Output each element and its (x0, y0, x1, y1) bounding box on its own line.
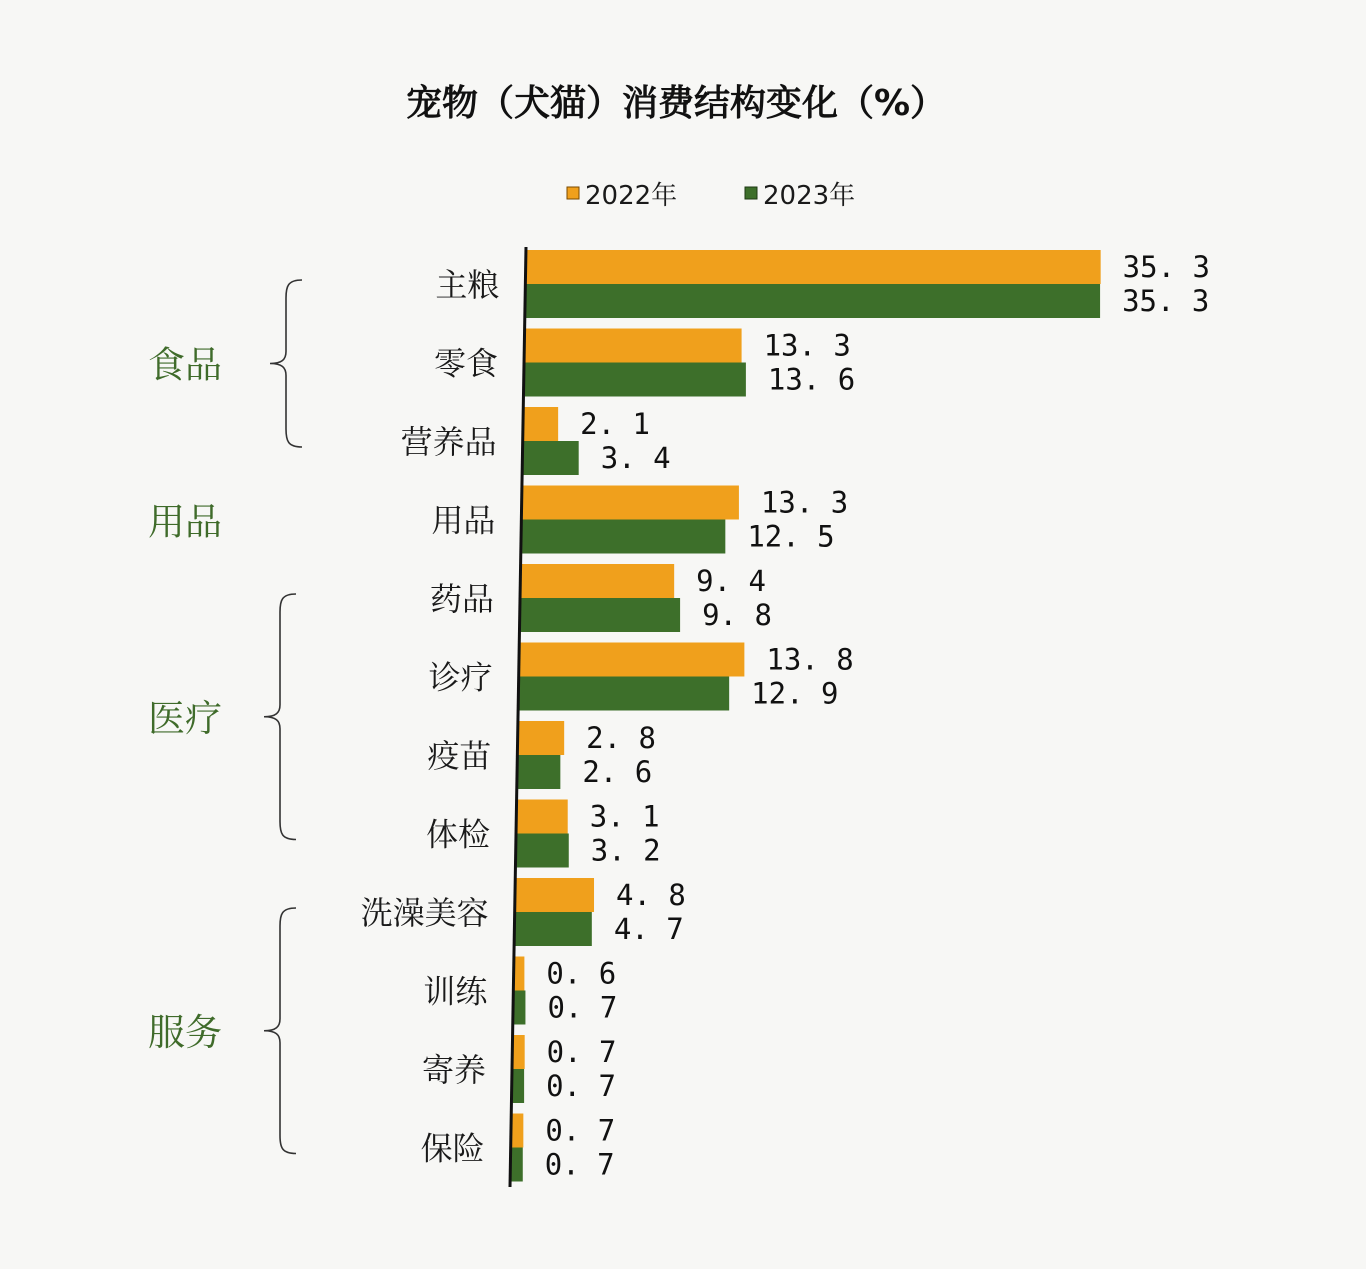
category-labels (361, 266, 500, 1168)
group-label-医疗: 医疗 (148, 696, 222, 740)
category-label-洗澡美容: 洗澡美容 (360, 894, 489, 932)
bar-2022-疫苗 (519, 721, 565, 755)
value-label-2023-保险: 0. 7 (544, 1147, 615, 1182)
chart-title: 宠物（犬猫）消费结构变化（%） (405, 83, 947, 124)
value-label-2022-诊疗: 13. 8 (766, 642, 854, 677)
bar-2022-用品 (523, 486, 739, 520)
bar-2022-保险 (512, 1114, 523, 1148)
group-annotations (148, 280, 302, 1154)
category-label-训练: 训练 (423, 972, 488, 1011)
value-label-2022-疫苗: 2. 8 (586, 721, 657, 755)
legend-label-2023: 2023年 (763, 181, 856, 211)
bar-2023-寄养 (513, 1069, 524, 1103)
group-label-服务: 服务 (148, 1010, 222, 1054)
value-label-2023-训练: 0. 7 (547, 990, 618, 1025)
value-label-2023-寄养: 0. 7 (546, 1069, 616, 1103)
value-label-2023-药品: 9. 8 (702, 598, 772, 632)
value-label-2023-诊疗: 12. 9 (751, 676, 839, 711)
value-label-2023-洗澡美容: 4. 7 (613, 912, 684, 946)
value-label-2023-零食: 13. 6 (767, 362, 856, 397)
category-label-诊疗: 诊疗 (428, 658, 493, 697)
group-label-食品: 食品 (148, 343, 222, 387)
category-label-用品: 用品 (431, 501, 496, 540)
category-label-药品: 药品 (430, 580, 495, 618)
legend-swatch-2022 (567, 187, 579, 199)
bar-2023-主粮 (526, 284, 1100, 318)
bar-2023-训练 (514, 991, 525, 1025)
value-label-2023-主粮: 35. 3 (1122, 284, 1210, 318)
category-label-零食: 零食 (434, 344, 499, 383)
legend (567, 181, 855, 211)
value-label-2022-保险: 0. 7 (545, 1113, 616, 1148)
bar-2022-诊疗 (520, 643, 744, 677)
bar-2023-体检 (517, 834, 569, 868)
bar-2023-用品 (522, 520, 725, 554)
value-label-2022-体检: 3. 1 (589, 799, 660, 834)
bar-2022-零食 (525, 329, 741, 363)
category-label-体检: 体检 (426, 815, 491, 854)
category-label-疫苗: 疫苗 (427, 737, 492, 775)
value-label-2022-洗澡美容: 4. 8 (616, 878, 686, 912)
bar-2023-诊疗 (519, 677, 729, 711)
category-label-保险: 保险 (420, 1129, 485, 1168)
bar-2022-洗澡美容 (516, 878, 594, 912)
value-label-2022-营养品: 2. 1 (580, 407, 650, 441)
bar-2022-寄养 (513, 1035, 524, 1069)
bar-2022-营养品 (524, 407, 558, 441)
bar-2023-洗澡美容 (515, 912, 591, 946)
group-brace-服务 (264, 908, 296, 1154)
bar-2022-主粮 (527, 250, 1101, 284)
bar-2023-保险 (511, 1148, 522, 1182)
value-label-2023-体检: 3. 2 (590, 833, 661, 868)
group-label-用品: 用品 (148, 500, 222, 544)
category-label-主粮: 主粮 (435, 266, 500, 304)
group-brace-食品 (270, 280, 302, 447)
bar-2023-药品 (521, 598, 680, 632)
bar-2022-药品 (521, 564, 674, 598)
value-label-2023-用品: 12. 5 (747, 519, 835, 554)
value-label-2023-疫苗: 2. 6 (582, 755, 653, 789)
legend-label-2022: 2022年 (585, 181, 678, 211)
value-label-2022-寄养: 0. 7 (546, 1035, 617, 1069)
bar-2023-零食 (525, 363, 746, 397)
value-label-2022-药品: 9. 4 (696, 564, 767, 598)
legend-swatch-2023 (745, 187, 757, 199)
value-label-2022-主粮: 35. 3 (1122, 250, 1210, 284)
bar-2022-训练 (515, 957, 525, 991)
value-label-2023-营养品: 3. 4 (600, 441, 671, 475)
value-label-2022-零食: 13. 3 (763, 328, 851, 363)
category-label-寄养: 寄养 (421, 1051, 487, 1089)
bar-2022-体检 (517, 800, 567, 834)
category-label-营养品: 营养品 (400, 423, 497, 461)
bar-2023-疫苗 (518, 755, 560, 789)
bar-2023-营养品 (523, 441, 578, 475)
value-label-2022-训练: 0. 6 (546, 956, 617, 991)
value-label-2022-用品: 13. 3 (760, 485, 849, 520)
group-brace-医疗 (264, 594, 296, 840)
